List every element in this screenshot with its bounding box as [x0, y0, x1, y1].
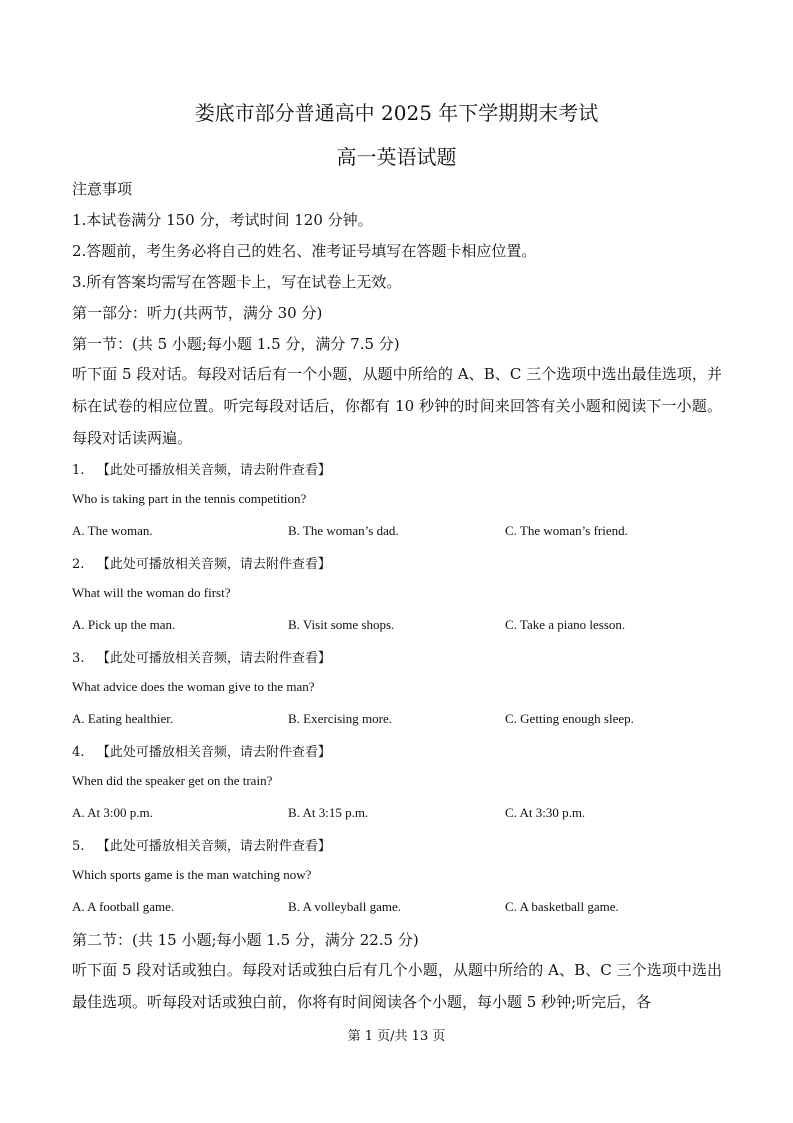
question-number: 2.: [72, 557, 85, 572]
section1-instructions: 听下面 5 段对话。每段对话后有一个小题，从题中所给的 A、B、C 三个选项中选出最佳选项，并标在试卷的相应位置。听完每段对话后，你都有 10 秒钟的时间来回答有关小题和阅读下一小题。每段对话读两遍。: [72, 365, 722, 447]
notice-item-1: 1.本试卷满分 150 分，考试时间 120 分钟。: [72, 211, 373, 229]
page-footer: 第 1 页/共 13 页: [347, 1029, 446, 1044]
question-5-audio: [72, 835, 331, 854]
audio-placeholder: 【此处可播放相关音频，请去附件查看】: [96, 745, 331, 760]
question-3-stem: What advice does the woman give to the man?: [72, 679, 315, 694]
question-1-option-c: C. The woman’s friend.: [505, 523, 628, 538]
part-heading: 第一部分：听力(共两节，满分 30 分): [72, 304, 323, 322]
question-2-option-b: B. Visit some shops.: [288, 617, 395, 632]
section1-heading: 第一节：(共 5 小题;每小题 1.5 分，满分 7.5 分): [72, 335, 400, 353]
question-5-option-b: B. A volleyball game.: [288, 899, 402, 914]
question-5-stem: Which sports game is the man watching now?: [72, 867, 312, 882]
notice-item-3: 3.所有答案均需写在答题卡上，写在试卷上无效。: [72, 273, 402, 291]
audio-placeholder: 【此处可播放相关音频，请去附件查看】: [96, 557, 331, 572]
question-1-option-b: B. The woman’s dad.: [288, 523, 399, 538]
question-3-option-b: B. Exercising more.: [288, 711, 392, 726]
question-3-option-c: C. Getting enough sleep.: [505, 711, 634, 726]
question-2-option-a: A. Pick up the man.: [72, 617, 176, 632]
question-4-option-c: C. At 3:30 p.m.: [505, 805, 586, 820]
question-2-audio: [72, 553, 331, 572]
question-2-option-c: C. Take a piano lesson.: [505, 617, 626, 632]
question-5-option-a: A. A football game.: [72, 899, 175, 914]
question-number: 5.: [72, 839, 85, 854]
question-3-audio: [72, 647, 331, 666]
notice-heading: 注意事项: [72, 180, 133, 198]
question-4-option-b: B. At 3:15 p.m.: [288, 805, 369, 820]
section2-instructions: 听下面 5 段对话或独白。每段对话或独白后有几个小题，从题中所给的 A、B、C 三个选项中选出最佳选项。听每段对话或独白前，你将有时间阅读各个小题，每小题 5 秒钟;听完后，各: [72, 961, 722, 1011]
notice-item-2: 2.答题前，考生务必将自己的姓名、准考证号填写在答题卡相应位置。: [72, 242, 537, 260]
question-4-option-a: A. At 3:00 p.m.: [72, 805, 153, 820]
question-1-audio: [72, 459, 331, 478]
question-2-stem: What will the woman do first?: [72, 585, 231, 600]
question-4-audio: [72, 741, 331, 760]
question-1-option-a: A. The woman.: [72, 523, 153, 538]
question-number: 4.: [72, 745, 85, 760]
exam-title: 娄底市部分普通高中 2025 年下学期期末考试: [194, 101, 599, 125]
question-number: 3.: [72, 651, 85, 666]
question-1-stem: Who is taking part in the tennis competition?: [72, 491, 307, 506]
question-3-option-a: A. Eating healthier.: [72, 711, 174, 726]
question-5-option-c: C. A basketball game.: [505, 899, 619, 914]
question-4-stem: When did the speaker get on the train?: [72, 773, 273, 788]
exam-subtitle: 高一英语试题: [336, 145, 457, 169]
audio-placeholder: 【此处可播放相关音频，请去附件查看】: [96, 463, 331, 478]
section2-heading: 第二节：(共 15 小题;每小题 1.5 分，满分 22.5 分): [72, 931, 419, 949]
audio-placeholder: 【此处可播放相关音频，请去附件查看】: [96, 651, 331, 666]
audio-placeholder: 【此处可播放相关音频，请去附件查看】: [96, 839, 331, 854]
question-number: 1.: [72, 463, 85, 478]
